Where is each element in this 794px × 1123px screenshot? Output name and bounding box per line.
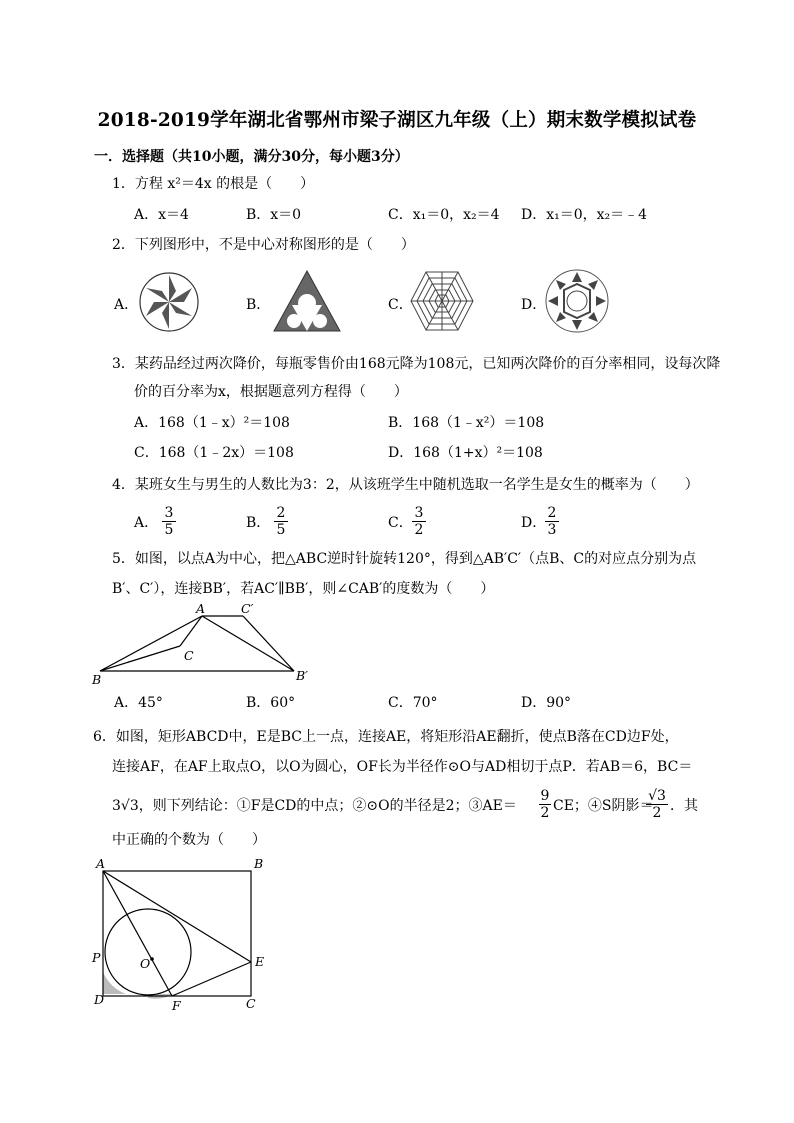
q4-option-d-fraction: $\frac{2}{3}$ [545,505,559,538]
q2-option-a: A． [114,297,139,313]
figure-pinwheel-icon [138,271,200,333]
q4-option-c-fraction: $\frac{3}{2}$ [412,505,426,538]
q3-option-d: D．168（1+x）²＝108 [388,445,543,461]
q6-figure [88,856,278,1016]
q4-option-d-label: D． [521,515,547,531]
figure-ring-icon [544,268,610,334]
q4-option-b-label: B． [246,515,271,531]
q4-option-b-fraction: $\frac{2}{5}$ [274,505,288,538]
q5-label-c-prime: C′ [241,601,254,616]
q5-label-a: A [196,601,206,616]
q4-option-a-label: A． [134,515,159,531]
question-3-stem-line2: 价的百分率为x，根据题意列方程得（ ） [134,384,408,400]
q3-option-c: C．168（1﹣2x）＝108 [134,445,294,461]
q1-option-a: A．x＝4 [134,207,189,223]
q6-label-e: E [255,954,265,969]
q6-fraction-sqrt3-2: $\frac{√3}{2}$ [646,788,668,821]
question-6-stem-line3b: CE；④S阴影＝ [553,798,654,814]
figure-hexagon-icon [410,270,474,332]
q6-label-d: D [94,992,105,1007]
q2-option-b: B． [246,297,271,313]
q5-label-c: C [184,648,194,663]
q6-label-p: P [92,950,101,965]
q1-option-b: B．x＝0 [246,207,302,223]
q4-option-a-fraction: $\frac{3}{5}$ [162,505,176,538]
q2-option-d: D． [521,297,547,313]
q6-label-o: O [140,956,151,971]
question-6-stem-line4: 中正确的个数为（ ） [112,832,266,848]
question-6-stem-line3a: 3√3，则下列结论：①F是CD的中点；②⊙O的半径是2；③AE＝ [112,798,517,814]
q5-figure [88,600,318,690]
q6-label-a: A [96,856,106,871]
q5-option-b: B．60° [246,695,296,711]
question-6-stem-line1: 6．如图，矩形ABCD中，E是BC上一点，连接AE，将矩形沿AE翻折，使点B落在CD边F处， [93,729,679,745]
q4-option-c-label: C． [388,515,413,531]
q5-option-c: C．70° [388,695,438,711]
q5-label-b-prime: B′ [296,668,309,683]
question-5-stem-line2: B′、C′），连接BB′，若AC′∥BB′，则∠CAB′的度数为（ ） [112,581,495,597]
q3-option-b: B．168（1﹣x²）＝108 [388,415,545,431]
q5-label-b: B [92,672,102,687]
q6-label-c: C [246,996,256,1011]
q1-option-d: D．x₁＝0，x₂＝﹣4 [521,207,648,223]
figure-triangle-icon [272,269,342,333]
q6-label-b: B [254,856,264,871]
question-5-stem-line1: 5．如图，以点A为中心，把△ABC逆时针旋转120°，得到△AB′C′（点B、C的对应点分别为点 [112,551,697,567]
q3-option-a: A．168（1﹣x）²＝108 [134,415,290,431]
question-6-stem-line3c: ．其 [670,798,698,814]
question-2-stem: 2．下列图形中，不是中心对称图形的是（ ） [112,237,415,253]
q2-option-c: C． [388,297,413,313]
q1-option-c: C．x₁＝0，x₂＝4 [388,207,500,223]
question-3-stem-line1: 3．某药品经过两次降价，每瓶零售价由168元降为108元，已知两次降价的百分率相同，设每次降 [112,356,721,372]
q6-label-f: F [172,998,181,1013]
q6-fraction-9-2: $\frac{9}{2}$ [540,788,550,821]
question-1-stem: 1．方程 x²＝4x 的根是（ ） [112,176,315,192]
q5-option-d: D．90° [521,695,572,711]
question-4-stem: 4．某班女生与男生的人数比为3：2，从该班学生中随机选取一名学生是女生的概率为（ ） [112,477,699,493]
page-title: 2018-2019学年湖北省鄂州市梁子湖区九年级（上）期末数学模拟试卷 [97,110,697,131]
q5-option-a: A．45° [114,695,163,711]
section-heading: 一．选择题（共10小题，满分30分，每小题3分） [94,149,409,165]
question-6-stem-line2: 连接AF，在AF上取点O，以O为圆心，OF长为半径作⊙O与AD相切于点P．若AB＝6，BC＝ [112,759,693,775]
